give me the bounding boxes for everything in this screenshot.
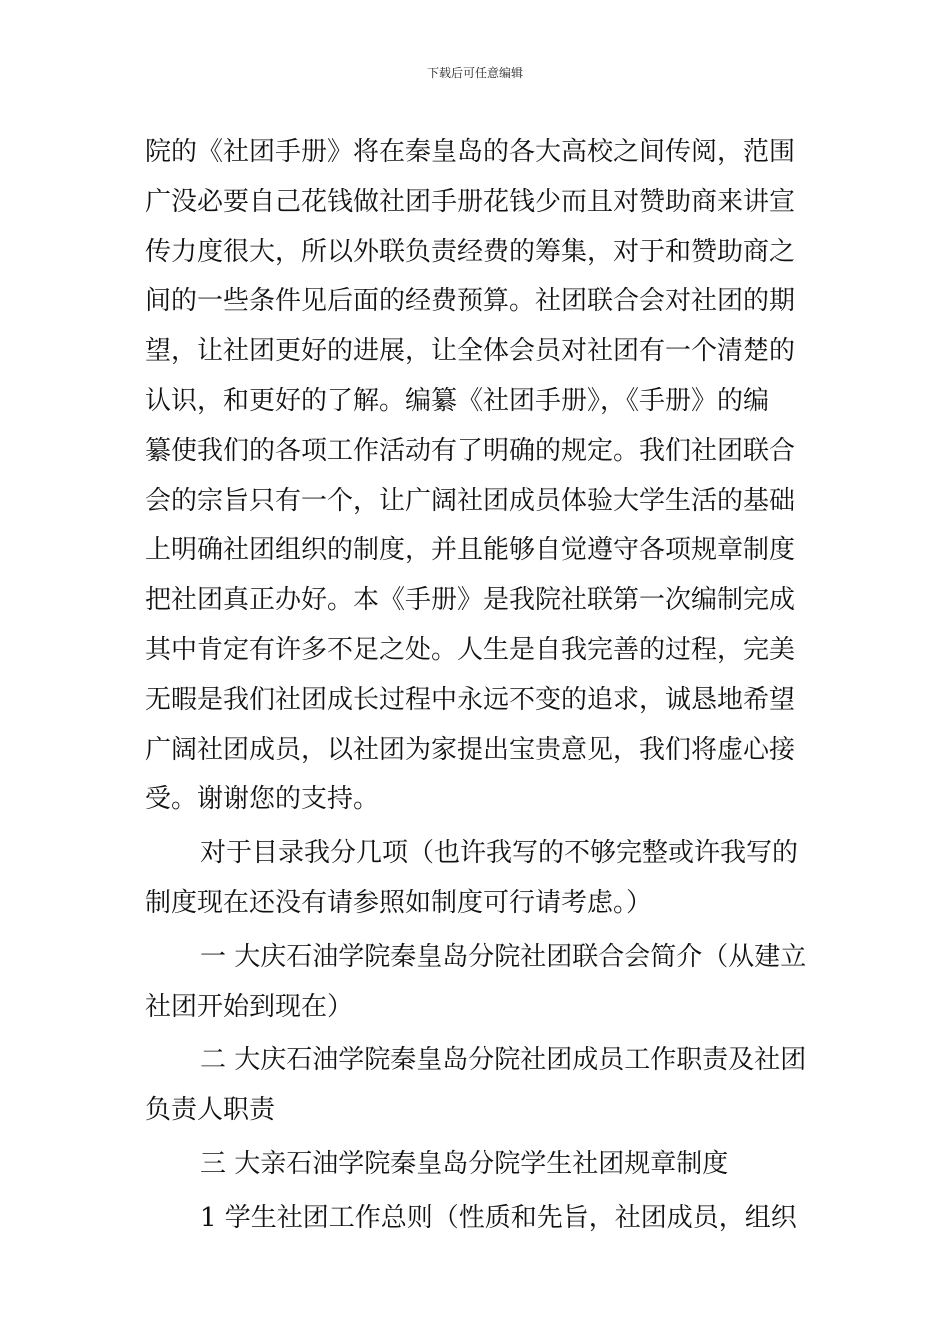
text-line: 认识，和更好的了解。编纂《社团手册》，《手册》的编 [145, 385, 770, 416]
paragraph-intro [145, 128, 810, 825]
text-line: 1 学生社团工作总则（性质和先旨，社团成员，组织 [200, 1202, 797, 1233]
text-line: 负责人职责 [145, 1095, 276, 1126]
paragraph-item-one [145, 933, 810, 1033]
text-line: 广阔社团成员，以社团为家提出宝贵意见，我们将虚心接 [145, 734, 796, 765]
paragraph-contents-note [145, 829, 810, 929]
text-line: 对于目录我分几项（也许我写的不够完整或许我写的 [200, 838, 799, 869]
text-line: 无暇是我们社团成长过程中永远不变的追求，诚恳地希望 [145, 684, 796, 715]
text-line: 二 大庆石油学院秦皇岛分院社团成员工作职责及社团 [200, 1045, 807, 1076]
text-line: 传力度很大，所以外联负责经费的筹集，对于和赞助商之 [145, 236, 796, 267]
text-line: 会的宗旨只有一个，让广阔社团成员体验大学生活的基础 [145, 485, 796, 516]
paragraph-item-two [145, 1036, 810, 1136]
text-line: 社团开始到现在） [145, 991, 354, 1022]
text-line: 把社团真正办好。本《手册》是我院社联第一次编制完成 [145, 585, 796, 616]
text-line: 三 大亲石油学院秦皇岛分院学生社团规章制度 [200, 1148, 729, 1179]
text-line: 一 大庆石油学院秦皇岛分院社团联合会简介（从建立 [200, 941, 807, 972]
page-header-note: 下载后可任意编辑 [426, 66, 523, 80]
text-line: 望，让社团更好的进展，让全体会员对社团有一个清楚的 [145, 336, 796, 367]
document-body [145, 128, 810, 1244]
paragraph-item-three-sub-one [145, 1194, 810, 1244]
text-line: 上明确社团组织的制度，并且能够自觉遵守各项规章制度 [145, 535, 796, 566]
text-line: 广没必要自己花钱做社团手册花钱少而且对赞助商来讲宣 [145, 186, 796, 217]
text-line: 制度现在还没有请参照如制度可行请考虑。） [145, 887, 653, 918]
text-line: 间的一些条件见后面的经费预算。社团联合会对社团的期 [145, 286, 796, 317]
paragraph-item-three [145, 1140, 810, 1190]
text-line: 纂使我们的各项工作活动有了明确的规定。我们社团联合 [145, 435, 796, 466]
text-line: 受。谢谢您的支持。 [145, 784, 380, 815]
text-line: 其中肯定有许多不足之处。人生是自我完善的过程，完美 [145, 634, 796, 665]
text-line: 院的《社团手册》将在秦皇岛的各大高校之间传阅，范围 [145, 137, 796, 167]
